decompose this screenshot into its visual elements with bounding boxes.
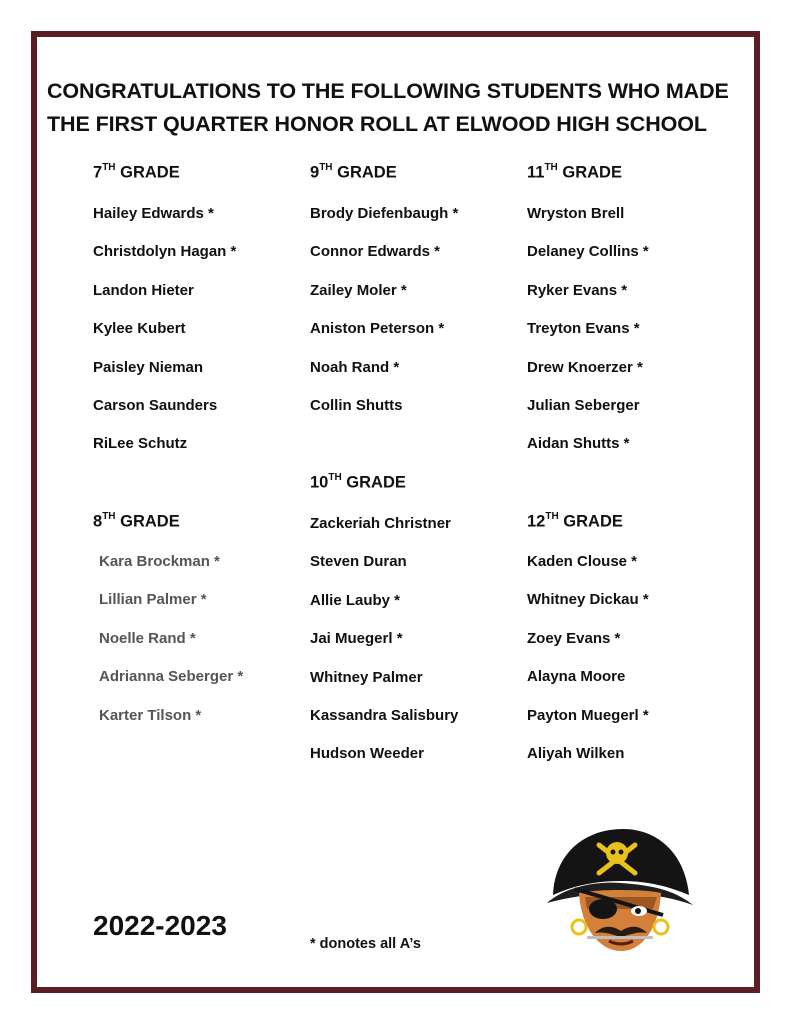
- student-name: Allie Lauby *: [310, 591, 401, 609]
- grade-9-list: [310, 204, 458, 434]
- student-name: Adrianna Seberger *: [99, 668, 244, 686]
- student-name: Hudson Weeder: [310, 745, 424, 763]
- student-name: Christdolyn Hagan *: [93, 243, 237, 261]
- student-name: Julian Seberger: [527, 396, 640, 414]
- student-name: Payton Muegerl *: [527, 706, 649, 724]
- grade-12-list: [527, 552, 649, 782]
- student-name: Kara Brockman *: [99, 553, 220, 570]
- page-title: [47, 75, 757, 141]
- grade-7-heading: 7TH GRADE: [93, 162, 180, 182]
- student-name: Noelle Rand *: [99, 629, 196, 647]
- student-name: Connor Edwards *: [310, 243, 441, 261]
- student-name: Delaney Collins *: [527, 243, 649, 261]
- student-name: Landon Hieter: [93, 281, 194, 299]
- student-name: Ryker Evans *: [527, 281, 628, 299]
- student-name: Steven Duran: [310, 553, 407, 571]
- student-name: Kylee Kubert: [93, 320, 186, 338]
- grade-8-heading: 8TH GRADE: [93, 511, 180, 531]
- grade-11-heading: 11TH GRADE: [527, 162, 622, 182]
- title-line-1: CONGRATULATIONS TO THE FOLLOWING STUDENTS WHO MADE: [47, 79, 729, 103]
- pirate-mascot-icon: [545, 823, 695, 955]
- grade-8-list: [99, 552, 243, 744]
- student-name: Aidan Shutts *: [527, 435, 630, 453]
- student-name: Hailey Edwards *: [93, 205, 214, 222]
- student-name: Aniston Peterson *: [310, 320, 445, 338]
- student-name: Wryston Brell: [527, 205, 625, 222]
- legend-note: * donotes all A’s: [310, 936, 421, 952]
- student-name: Paisley Nieman: [93, 358, 204, 376]
- student-name: Alayna Moore: [527, 668, 626, 686]
- student-name: Drew Knoerzer *: [527, 358, 643, 376]
- student-name: Zoey Evans *: [527, 629, 621, 647]
- grade-11-list: [527, 204, 649, 473]
- student-name: Whitney Dickau *: [527, 591, 649, 609]
- student-name: Collin Shutts: [310, 396, 403, 414]
- student-name: Lillian Palmer *: [99, 591, 207, 609]
- student-name: Noah Rand *: [310, 358, 400, 376]
- student-name: Kaden Clouse *: [527, 553, 638, 570]
- student-name: Kassandra Salisbury: [310, 706, 459, 724]
- title-line-2: THE FIRST QUARTER HONOR ROLL AT ELWOOD HIGH SCHOOL: [47, 112, 707, 136]
- student-name: Treyton Evans *: [527, 320, 640, 338]
- student-name: Zailey Moler *: [310, 281, 407, 299]
- school-year: 2022-2023: [93, 910, 227, 941]
- student-name: Jai Muegerl *: [310, 630, 403, 648]
- student-name: Whitney Palmer: [310, 668, 423, 686]
- student-name: Carson Saunders: [93, 396, 218, 414]
- student-name: Karter Tilson *: [99, 706, 202, 724]
- grade-9-heading: 9TH GRADE: [310, 162, 397, 182]
- grade-10-list: [310, 514, 458, 783]
- student-name: Zackeriah Christner: [310, 515, 451, 532]
- student-name: Aliyah Wilken: [527, 744, 625, 762]
- student-name: RiLee Schutz: [93, 435, 188, 453]
- student-name: Brody Diefenbaugh *: [310, 205, 459, 222]
- grade-10-heading: 10TH GRADE: [310, 472, 406, 492]
- grade-12-heading: 12TH GRADE: [527, 511, 623, 531]
- grade-7-list: [93, 204, 236, 473]
